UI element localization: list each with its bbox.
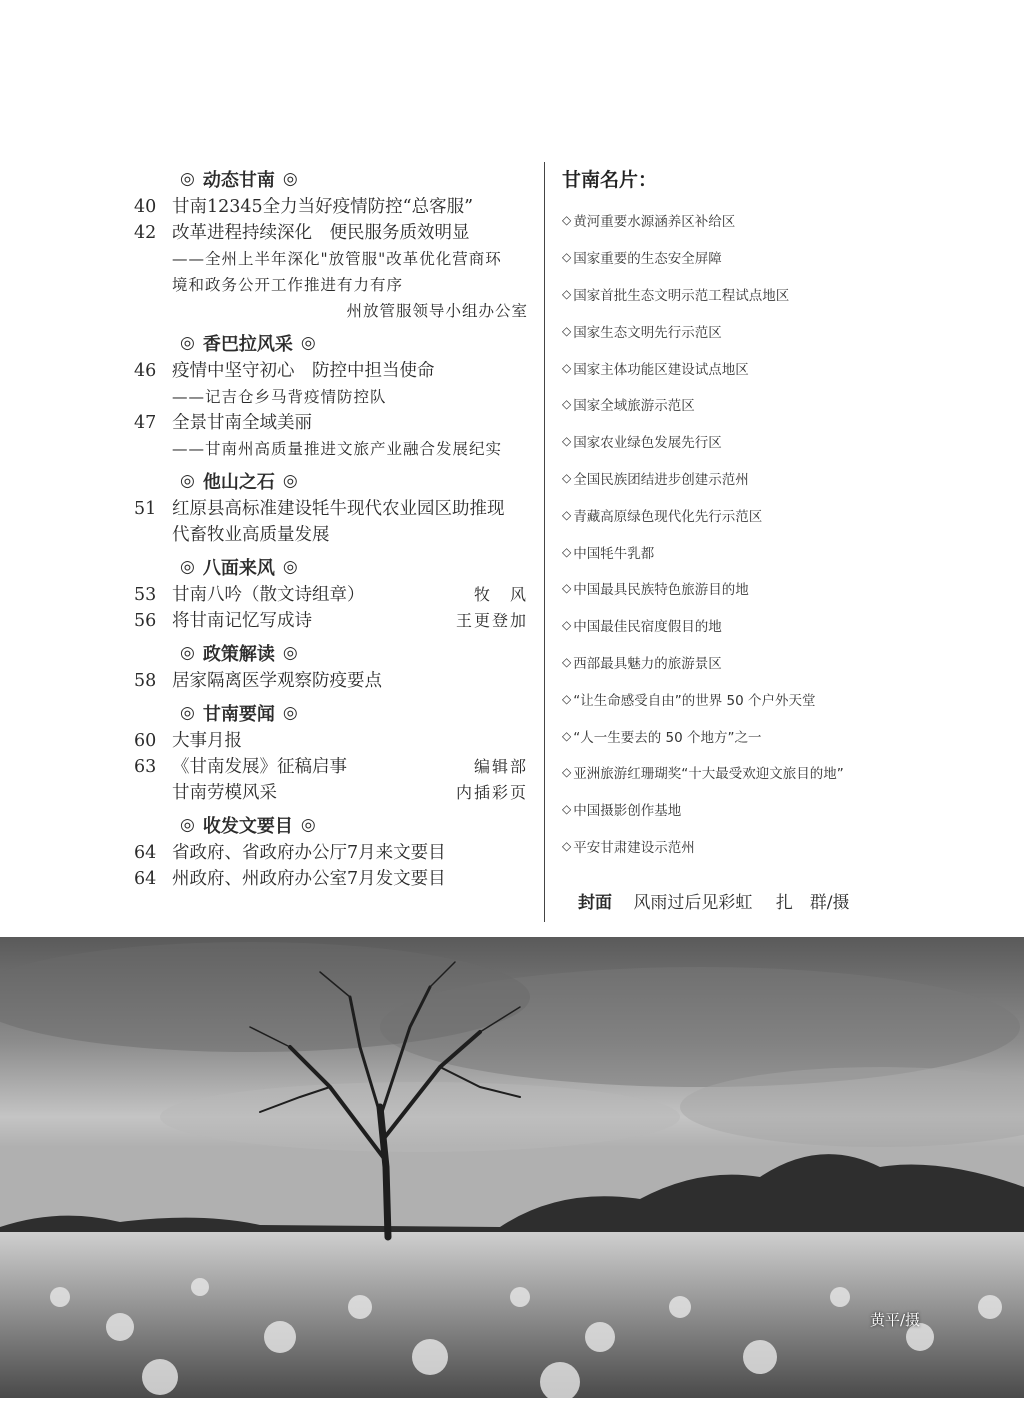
toc-section-heading [128,552,528,582]
toc-entry[interactable] [128,840,528,866]
card-title: 甘南名片： [562,169,658,191]
diamond-bullet-icon: ◇ [562,507,572,522]
section-mark: ◎ [180,703,195,723]
page-number: 40 [134,197,157,217]
diamond-bullet-icon: ◇ [562,250,572,265]
toc-entry[interactable] [128,582,528,608]
section-label: 政策解读 [202,644,275,665]
article-subtitle: 代畜牧业高质量发展 [172,525,330,545]
article-subtitle: ——全州上半年深化"放管服"改革优化营商环 [172,250,502,268]
card-item [562,423,1002,460]
page-number: 56 [134,611,157,631]
toc-section-heading [128,164,528,194]
section-label: 他山之石 [202,472,275,493]
section-label: 香巴拉风采 [202,334,293,355]
cover-label: 封面 [578,893,612,913]
section-mark: ◎ [180,471,195,491]
section-mark: ◎ [282,557,298,577]
section-label: 甘南要闻 [202,704,275,725]
page-number: 64 [134,843,157,863]
article-subtitle: ——甘南州高质量推进文旅产业融合发展纪实 [172,440,503,458]
section-mark: ◎ [282,471,298,491]
article-author: 牧 风 [473,585,528,604]
diamond-bullet-icon: ◇ [562,618,572,633]
article-author: 内插彩页 [455,783,528,802]
card-item-text: 国家重要的生态安全屏障 [573,251,722,268]
card-item-text: 国家主体功能区建设试点地区 [573,361,749,378]
article-subtitle: 境和政务公开工作推进有力有序 [172,276,404,294]
card-item [562,349,1002,386]
article-title: 州政府、州政府办公室7月发文要目 [172,869,446,889]
card-item [562,717,1002,754]
toc-section-heading [128,638,528,668]
card-item [562,386,1002,423]
card-item [562,828,1002,865]
article-title: 甘南劳模风采 [172,783,277,803]
table-of-contents [128,160,528,892]
section-label: 八面来风 [202,558,275,579]
section-mark: ◎ [282,703,298,723]
toc-entry[interactable] [128,728,528,754]
article-title: 居家隔离医学观察防疫要点 [172,671,382,691]
toc-section-heading [128,466,528,496]
article-title: 将甘南记忆写成诗 [172,611,312,631]
card-item-text: 国家农业绿色发展先行区 [573,435,722,452]
section-mark: ◎ [180,557,195,577]
diamond-bullet-icon: ◇ [562,544,572,559]
gannan-card [562,165,1002,864]
article-subtitle: ——记吉仓乡马背疫情防控队 [172,388,387,406]
card-item-text: 中国摄影创作基地 [573,803,682,820]
toc-entry[interactable] [128,496,528,522]
toc-entry[interactable] [128,780,528,806]
card-item-text: 中国最佳民宿度假目的地 [573,619,722,636]
section-mark: ◎ [282,169,298,189]
toc-entry[interactable] [128,410,528,436]
diamond-bullet-icon: ◇ [562,691,572,706]
diamond-bullet-icon: ◇ [562,213,572,228]
toc-entry[interactable] [128,866,528,892]
photo-credit: 黄平/摄 [869,1311,920,1329]
page-number: 60 [134,731,157,751]
card-item-text: 西部最具魅力的旅游景区 [573,655,722,672]
card-item-text: 黄河重要水源涵养区补给区 [573,214,736,231]
toc-entry[interactable] [128,358,528,384]
card-item-text: 亚洲旅游红珊瑚奖“十大最受欢迎文旅目的地” [573,766,844,783]
card-item [562,312,1002,349]
toc-section-heading [128,810,528,840]
diamond-bullet-icon: ◇ [562,802,572,817]
diamond-bullet-icon: ◇ [562,360,572,375]
card-item [562,276,1002,313]
card-item-text: 全国民族团结进步创建示范州 [573,471,749,488]
card-item-text: 中国牦牛乳都 [573,545,655,562]
diamond-bullet-icon: ◇ [562,765,572,780]
card-item [562,644,1002,681]
article-title: 改革进程持续深化 便民服务质效明显 [172,223,470,243]
article-title: 疫情中坚守初心 防控中担当使命 [172,361,435,381]
section-mark: ◎ [282,643,298,663]
card-item [562,239,1002,276]
page-number: 42 [134,223,157,243]
page-number: 63 [134,757,157,777]
section-mark: ◎ [180,643,195,663]
toc-entry[interactable] [128,668,528,694]
card-item [562,680,1002,717]
diamond-bullet-icon: ◇ [562,434,572,449]
article-title: 全景甘南全域美丽 [172,413,312,433]
article-title: 甘南八吟（散文诗组章） [172,585,365,605]
article-title: 甘南12345全力当好疫情防控“总客服” [172,197,474,217]
page-number: 64 [134,869,157,889]
section-mark: ◎ [180,333,195,353]
card-item [562,460,1002,497]
article-source: 州放管服领导小组办公室 [346,302,528,320]
card-item-text: 平安甘肃建设示范州 [573,839,695,856]
card-item [562,496,1002,533]
card-item [562,607,1002,644]
diamond-bullet-icon: ◇ [562,286,572,301]
article-author: 王更登加 [455,611,528,630]
article-title: 红原县高标准建设牦牛现代农业园区助推现 [172,499,505,519]
section-mark: ◎ [300,815,316,835]
diamond-bullet-icon: ◇ [562,838,572,853]
cover-caption [578,888,850,913]
page-number: 51 [134,499,157,519]
page-number: 47 [134,413,157,433]
toc-section-heading [128,328,528,358]
card-item-text: 国家首批生态文明示范工程试点地区 [573,287,790,304]
card-list [562,202,1002,864]
card-item [562,754,1002,791]
article-title: 《甘南发展》征稿启事 [172,757,347,777]
article-title: 省政府、省政府办公厅7月来文要目 [172,843,446,863]
page-number: 53 [134,585,157,605]
card-item [562,570,1002,607]
cover-title: 风雨过后见彩虹 [633,893,753,913]
page-number: 46 [134,361,157,381]
toc-entry[interactable] [128,194,528,220]
card-item [562,533,1002,570]
section-label: 收发文要目 [202,816,293,837]
cover-credit: 扎 群/摄 [775,893,850,913]
card-item-text: “让生命感受自由”的世界 50 个户外天堂 [573,692,816,709]
card-item [562,202,1002,239]
card-item-text: 青藏高原绿色现代化先行示范区 [573,508,763,525]
toc-entry[interactable] [128,220,528,246]
landscape-photo [0,937,1024,1398]
card-item-text: 国家全域旅游示范区 [573,398,695,415]
toc-section-heading [128,698,528,728]
diamond-bullet-icon: ◇ [562,581,572,596]
diamond-bullet-icon: ◇ [562,323,572,338]
diamond-bullet-icon: ◇ [562,470,572,485]
article-title: 大事月报 [172,731,242,751]
section-mark: ◎ [180,169,195,189]
toc-entry[interactable] [128,608,528,634]
card-item [562,791,1002,828]
section-mark: ◎ [180,815,195,835]
diamond-bullet-icon: ◇ [562,397,572,412]
card-item-text: 国家生态文明先行示范区 [573,324,722,341]
column-divider [544,162,545,922]
diamond-bullet-icon: ◇ [562,728,572,743]
card-item-text: “人一生要去的 50 个地方”之一 [573,729,762,746]
diamond-bullet-icon: ◇ [562,654,572,669]
article-author: 编辑部 [473,757,528,776]
section-mark: ◎ [300,333,316,353]
page-number: 58 [134,671,157,691]
card-item-text: 中国最具民族特色旅游目的地 [573,582,749,599]
section-label: 动态甘南 [202,170,275,191]
toc-entry[interactable] [128,754,528,780]
